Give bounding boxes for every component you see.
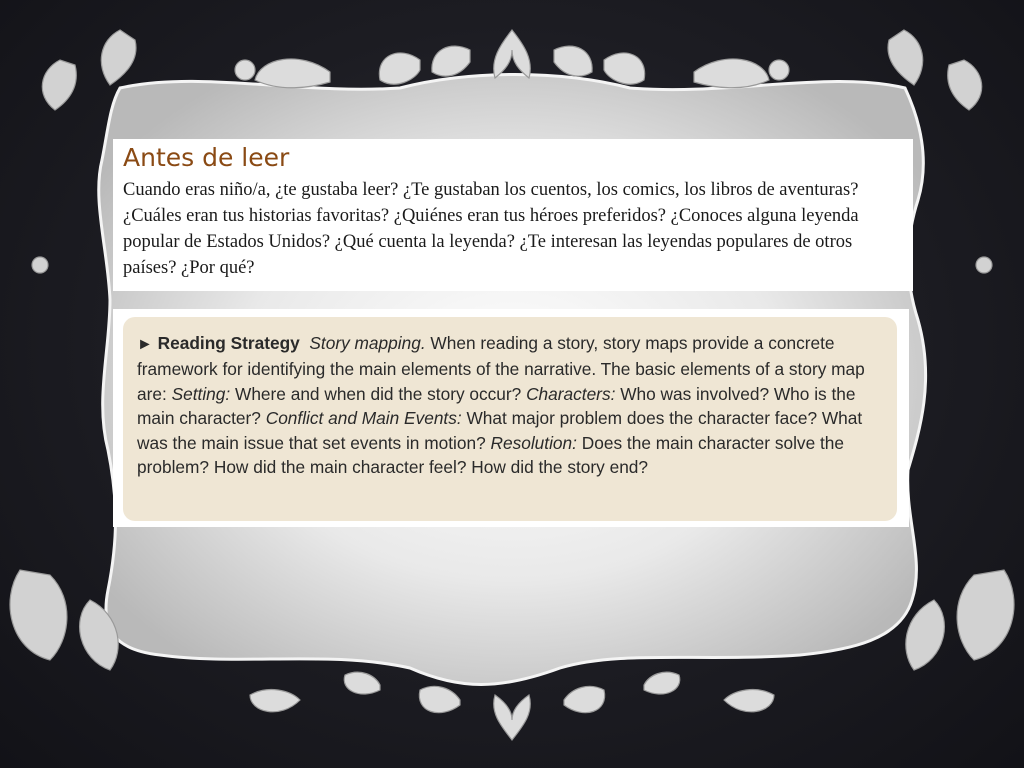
- characters-text: Who was involved? Who is the main character?: [137, 383, 856, 429]
- before-reading-card: [113, 139, 913, 291]
- conflict-text: What major problem does the character face? What was the main issue that set events in motion?: [137, 408, 863, 453]
- play-arrow-icon: ►: [137, 336, 153, 353]
- resolution-text: Does the main character solve the problem? How did the main character feel? How did the story end?: [137, 432, 845, 478]
- characters-label: Characters:: [526, 383, 616, 404]
- reading-strategy-intro: When reading a story, story maps provide a concrete framework for identifying the main elements of the narrative. The basic elements of a story map are:: [137, 333, 865, 404]
- conflict-label: Conflict and Main Events:: [265, 408, 462, 429]
- setting-text: Where and when did the story occur?: [230, 383, 527, 404]
- reading-strategy-heading: Reading Strategy: [157, 333, 300, 353]
- before-reading-body: Cuando eras niño/a, ¿te gustaba leer? ¿Te gustaban los cuentos, los comics, los libros de aventuras? ¿Cuáles eran tus historias favoritas? ¿Quiénes eran tus héroes preferidos? ¿Conoces alguna leyenda popular de Estados Unidos? ¿Qué cuenta la leyenda? ¿Te interesan las leyendas populares de otros países? ¿Por qué?: [123, 180, 859, 278]
- resolution-label: Resolution:: [490, 432, 577, 453]
- reading-strategy-topic: Story mapping.: [309, 333, 426, 353]
- reading-strategy-card: [113, 309, 909, 527]
- setting-label: Setting:: [171, 383, 231, 404]
- before-reading-title: Antes de leer: [123, 143, 290, 172]
- reading-strategy-box: [123, 317, 897, 521]
